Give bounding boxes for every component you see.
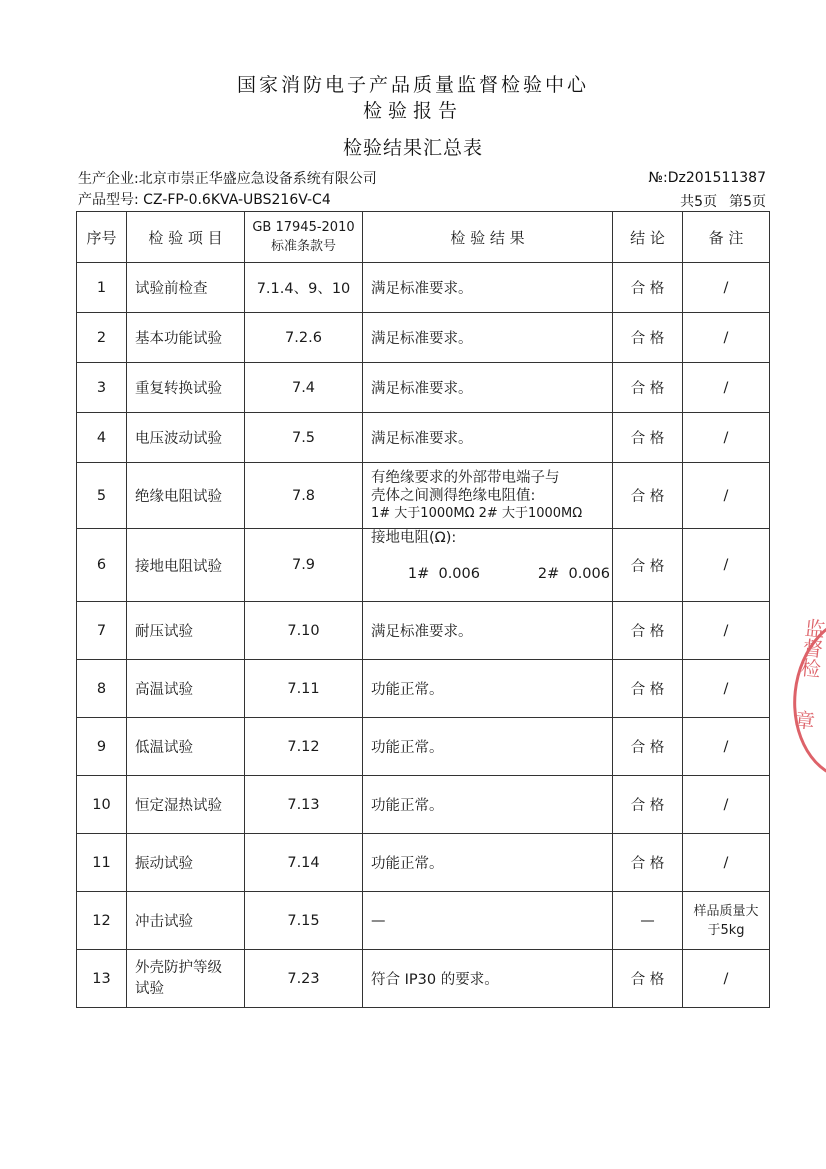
- row-result: 满足标准要求。: [363, 313, 613, 363]
- row-conclusion: 合 格: [613, 263, 683, 313]
- row-item: [127, 950, 245, 1008]
- pages-total: 共5页: [680, 194, 718, 210]
- row-result: [363, 463, 613, 529]
- row-no: 12: [77, 892, 127, 950]
- result-line: 1# 大于1000MΩ 2# 大于1000MΩ: [371, 505, 583, 521]
- row-clause: 7.5: [245, 413, 363, 463]
- row-no: 7: [77, 602, 127, 660]
- row-no: 13: [77, 950, 127, 1008]
- row-no: 4: [77, 413, 127, 463]
- row-no: 8: [77, 660, 127, 718]
- row-conclusion: 合 格: [613, 363, 683, 413]
- header-index: 序号: [77, 212, 127, 263]
- row-clause: 7.23: [245, 950, 363, 1008]
- table-row: [77, 463, 770, 529]
- row-remark: /: [683, 834, 770, 892]
- row-item: 基本功能试验: [127, 313, 245, 363]
- item-line: 外壳防护等级: [135, 959, 222, 976]
- row-result: 功能正常。: [363, 834, 613, 892]
- page-indicator: [680, 191, 766, 211]
- row-remark: /: [683, 529, 770, 602]
- report-number: №:Dz201511387: [648, 170, 766, 186]
- ground-value-1: 1# 0.006: [407, 566, 480, 582]
- remark-line: 样品质量大: [693, 903, 759, 919]
- row-conclusion: 合 格: [613, 950, 683, 1008]
- row-remark: /: [683, 363, 770, 413]
- page-current: 第5页: [729, 194, 766, 210]
- table-row: [77, 950, 770, 1008]
- table-row: [77, 529, 770, 602]
- manufacturer: 生产企业:北京市崇正华盛应急设备系统有限公司: [78, 171, 377, 187]
- row-result: 功能正常。: [363, 718, 613, 776]
- row-result: 功能正常。: [363, 776, 613, 834]
- row-clause: 7.4: [245, 363, 363, 413]
- stamp-text-top: 监督检: [796, 616, 826, 680]
- table-row: [77, 363, 770, 413]
- table-row: [77, 776, 770, 834]
- table-header-row: [77, 212, 770, 263]
- row-no: 6: [77, 529, 127, 602]
- table-row: [77, 313, 770, 363]
- header-remark: 备 注: [683, 212, 770, 263]
- row-item: 低温试验: [127, 718, 245, 776]
- row-remark: /: [683, 313, 770, 363]
- report-title: 检验报告: [362, 100, 463, 122]
- row-result: 满足标准要求。: [363, 363, 613, 413]
- table-title: 检验结果汇总表: [342, 137, 483, 159]
- row-clause: 7.14: [245, 834, 363, 892]
- result-line: 有绝缘要求的外部带电端子与: [371, 469, 560, 486]
- row-no: 3: [77, 363, 127, 413]
- row-result: [363, 529, 613, 602]
- row-clause: 7.15: [245, 892, 363, 950]
- row-clause: 7.9: [245, 529, 363, 602]
- row-item: 重复转换试验: [127, 363, 245, 413]
- result-line: 接地电阻(Ω):: [371, 530, 457, 546]
- row-result: 功能正常。: [363, 660, 613, 718]
- row-remark: /: [683, 718, 770, 776]
- table-row: [77, 834, 770, 892]
- row-result: 符合 IP30 的要求。: [363, 950, 613, 1008]
- row-conclusion: 合 格: [613, 718, 683, 776]
- ground-value-2: 2# 0.006: [537, 566, 610, 582]
- item-line: 试验: [135, 980, 164, 997]
- header-item: 检 验 项 目: [127, 212, 245, 263]
- result-line: 壳体之间测得绝缘电阻值:: [371, 487, 536, 504]
- remark-line: 于5kg: [707, 922, 745, 938]
- row-item: 电压波动试验: [127, 413, 245, 463]
- row-clause: 7.10: [245, 602, 363, 660]
- header-result: 检 验 结 果: [363, 212, 613, 263]
- row-remark: /: [683, 263, 770, 313]
- row-remark: /: [683, 463, 770, 529]
- table-row: [77, 602, 770, 660]
- header-standard-code: GB 17945-2010: [252, 220, 355, 235]
- table-row: [77, 263, 770, 313]
- row-item: 接地电阻试验: [127, 529, 245, 602]
- row-result: 满足标准要求。: [363, 263, 613, 313]
- row-item: 绝缘电阻试验: [127, 463, 245, 529]
- row-conclusion: 合 格: [613, 834, 683, 892]
- header-conclusion: 结 论: [613, 212, 683, 263]
- row-no: 9: [77, 718, 127, 776]
- header-standard: [245, 212, 363, 263]
- table-row: [77, 660, 770, 718]
- row-conclusion: 合 格: [613, 313, 683, 363]
- row-item: 恒定湿热试验: [127, 776, 245, 834]
- row-result: —: [363, 892, 613, 950]
- row-result: 满足标准要求。: [363, 413, 613, 463]
- row-item: 高温试验: [127, 660, 245, 718]
- table-row: [77, 892, 770, 950]
- row-remark: /: [683, 660, 770, 718]
- org-title: 国家消防电子产品质量监督检验中心: [236, 74, 589, 96]
- row-no: 5: [77, 463, 127, 529]
- row-clause: 7.8: [245, 463, 363, 529]
- row-item: 振动试验: [127, 834, 245, 892]
- row-clause: 7.13: [245, 776, 363, 834]
- row-no: 10: [77, 776, 127, 834]
- row-conclusion: 合 格: [613, 660, 683, 718]
- row-item: 试验前检查: [127, 263, 245, 313]
- row-conclusion: 合 格: [613, 413, 683, 463]
- official-stamp: [782, 608, 826, 771]
- row-item: 冲击试验: [127, 892, 245, 950]
- row-remark: /: [683, 602, 770, 660]
- row-clause: 7.11: [245, 660, 363, 718]
- row-clause: 7.1.4、9、10: [245, 263, 363, 313]
- row-no: 2: [77, 313, 127, 363]
- row-no: 11: [77, 834, 127, 892]
- row-no: 1: [77, 263, 127, 313]
- row-conclusion: 合 格: [613, 602, 683, 660]
- row-remark: /: [683, 776, 770, 834]
- row-clause: 7.2.6: [245, 313, 363, 363]
- table-row: [77, 718, 770, 776]
- header-standard-label: 标准条款号: [270, 239, 336, 254]
- table-row: [77, 413, 770, 463]
- row-remark: /: [683, 413, 770, 463]
- row-conclusion: —: [613, 892, 683, 950]
- row-conclusion: 合 格: [613, 529, 683, 602]
- row-remark: /: [683, 950, 770, 1008]
- row-conclusion: 合 格: [613, 776, 683, 834]
- row-result: 满足标准要求。: [363, 602, 613, 660]
- row-item: 耐压试验: [127, 602, 245, 660]
- row-conclusion: 合 格: [613, 463, 683, 529]
- product-model: 产品型号: CZ-FP-0.6KVA-UBS216V-C4: [78, 192, 331, 208]
- row-clause: 7.12: [245, 718, 363, 776]
- stamp-text-bottom: 章: [793, 707, 816, 734]
- results-table: [76, 211, 770, 1008]
- result-line: [371, 547, 608, 601]
- row-remark: [683, 892, 770, 950]
